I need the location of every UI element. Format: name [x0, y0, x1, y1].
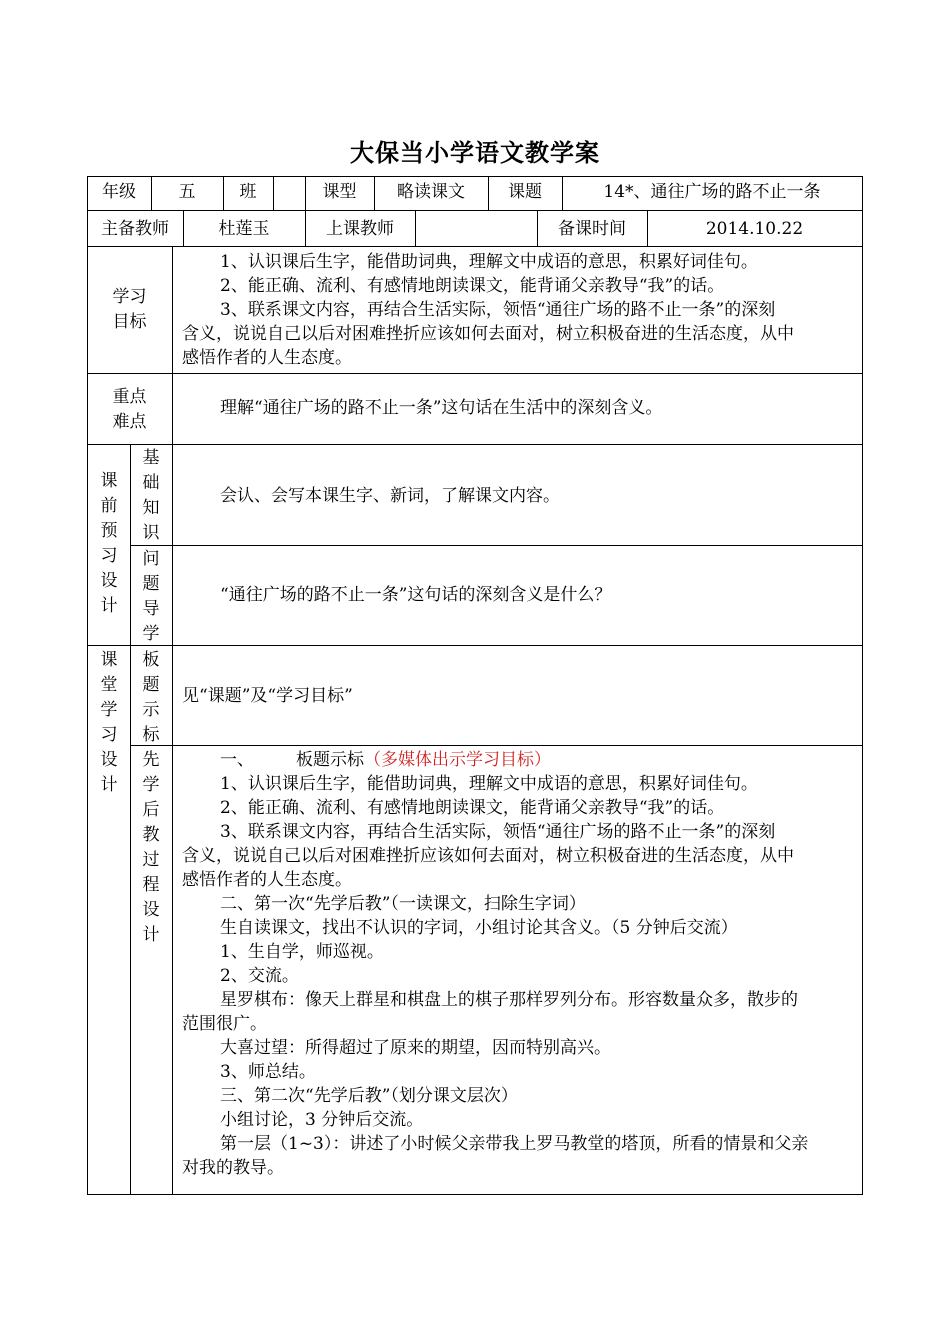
row-divider	[130, 545, 863, 546]
cell-divider	[172, 444, 173, 1195]
row-divider	[130, 745, 863, 746]
prep-time-value: 2014.10.22	[705, 219, 804, 239]
objectives-label-line2: 目标	[112, 312, 147, 332]
process-line: 小组讨论，3 分钟后交流。	[220, 1110, 424, 1130]
objectives-text	[182, 250, 794, 370]
grade-value: 五	[178, 182, 196, 202]
process-line: 3、联系课文内容，再结合生活实际，领悟“通往广场的路不止一条”的深刻	[220, 822, 776, 842]
board-label: 板题示标	[142, 650, 160, 745]
process-line: 三、第二次“先学后教”（划分课文层次）	[220, 1086, 518, 1106]
lead-teacher-value: 杜莲玉	[218, 219, 270, 239]
row-divider	[87, 246, 863, 247]
process-line: 星罗棋布：像天上群星和棋盘上的棋子那样罗列分布。形容数量众多，散步的	[220, 990, 798, 1010]
process-label: 先学后教过程设计	[142, 750, 160, 945]
cell-divider	[273, 176, 274, 211]
row-divider	[87, 210, 863, 211]
page-title: 大保当小学语文教学案	[350, 138, 600, 167]
row-divider	[87, 444, 863, 445]
process-line: 第一层（1~3）：讲述了小时候父亲带我上罗马教堂的塔顶，所看的情景和父亲	[220, 1134, 809, 1154]
process-line: 3、师总结。	[220, 1062, 316, 1082]
lesson-type-label: 课型	[322, 182, 357, 202]
topic-value: 14*、通往广场的路不止一条	[603, 182, 821, 202]
process-text	[182, 748, 808, 1180]
process-line: 含义，说说自己以后对困难挫折应该如何去面对，树立积极奋进的生活态度，从中	[182, 846, 794, 866]
process-section-heading	[182, 748, 808, 772]
keypoints-label-line2: 难点	[112, 412, 147, 432]
process-line: 2、交流。	[220, 966, 299, 986]
question-guide-label: 问题导学	[142, 549, 160, 644]
objective-line: 3、联系课文内容，再结合生活实际，领悟“通往广场的路不止一条”的深刻	[220, 300, 776, 320]
topic-label: 课题	[508, 182, 542, 202]
question-guide-text: “通往广场的路不止一条”这句话的深刻含义是什么？	[220, 585, 612, 605]
objective-line: 感悟作者的人生态度。	[182, 348, 352, 368]
process-line: 对我的教导。	[182, 1158, 284, 1178]
cell-divider	[172, 246, 173, 445]
classroom-label: 课堂学习设计	[100, 650, 118, 795]
row-divider	[87, 645, 863, 646]
class-label: 班	[239, 182, 257, 202]
basic-knowledge-label: 基础知识	[142, 448, 160, 543]
process-line: 2、能正确、流利、有感情地朗读课文，能背诵父亲教导“我”的话。	[220, 798, 725, 818]
section-title: 板题示标	[296, 750, 364, 770]
table-border-right	[862, 176, 863, 1195]
basic-knowledge-text: 会认、会写本课生字、新词，了解课文内容。	[220, 486, 560, 506]
teacher-label: 上课教师	[326, 219, 394, 239]
process-line: 大喜过望：所得超过了原来的期望，因而特别高兴。	[220, 1038, 611, 1058]
process-line: 二、第一次“先学后教”（一读课文，扫除生字词）	[220, 894, 586, 914]
cell-divider	[415, 210, 416, 247]
section-note: （多媒体出示学习目标）	[364, 750, 551, 770]
process-line: 1、生自学，师巡视。	[220, 942, 384, 962]
objective-line: 1、认识课后生字，能借助词典，理解文中成语的意思，积累好词佳句。	[220, 252, 758, 272]
section-number: 一、	[220, 750, 254, 770]
process-line: 范围很广。	[182, 1014, 267, 1034]
table-border-bottom	[87, 1194, 863, 1195]
board-text: 见“课题”及“学习目标”	[182, 686, 353, 706]
objectives-label-line1: 学习	[112, 287, 147, 307]
process-line: 生自读课文，找出不认识的字词，小组讨论其含义。（5 分钟后交流）	[220, 918, 738, 938]
keypoints-text: 理解“通往广场的路不止一条”这句话在生活中的深刻含义。	[220, 398, 663, 418]
row-divider	[87, 373, 863, 374]
preview-label: 课前预习设计	[100, 471, 118, 616]
objective-line: 含义，说说自己以后对困难挫折应该如何去面对，树立积极奋进的生活态度，从中	[182, 324, 794, 344]
grade-label: 年级	[102, 182, 136, 202]
cell-divider	[130, 444, 131, 1195]
table-border-top	[87, 176, 863, 177]
lesson-type-value: 略读课文	[397, 182, 465, 202]
objective-line: 2、能正确、流利、有感情地朗读课文，能背诵父亲教导“我”的话。	[220, 276, 725, 296]
lesson-plan-table	[87, 176, 863, 1195]
process-line: 1、认识课后生字，能借助词典，理解文中成语的意思，积累好词佳句。	[220, 774, 758, 794]
process-line: 感悟作者的人生态度。	[182, 870, 352, 890]
keypoints-label-line1: 重点	[112, 387, 147, 407]
prep-time-label: 备课时间	[558, 219, 626, 239]
lead-teacher-label: 主备教师	[101, 219, 169, 239]
